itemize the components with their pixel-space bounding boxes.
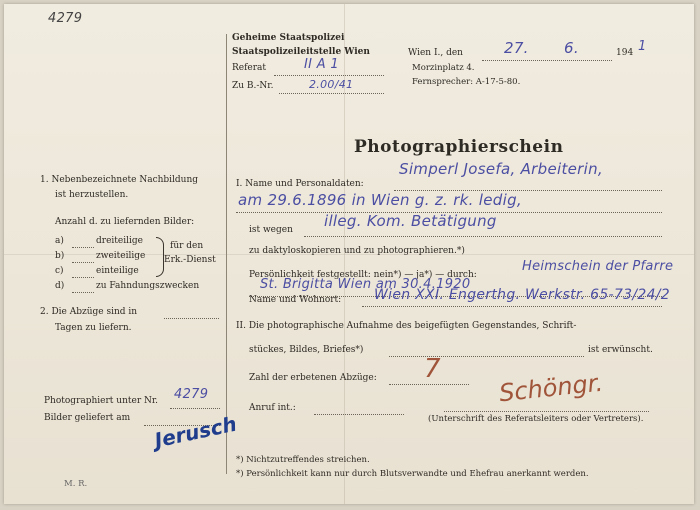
footnote-2: *) Persönlichkeit kann nur durch Blutsverwandte und Ehefrau anerkannt werden.: [236, 469, 589, 479]
agency-line1: Geheime Staatspolizei: [232, 33, 345, 43]
referat-signature: Schöngr.: [497, 368, 605, 408]
option-c-text: einteilige: [96, 266, 139, 276]
s2-end: ist erwünscht.: [588, 345, 653, 355]
option-d-letter: d): [55, 281, 65, 291]
wohnort-value: Wien XXI. Engerthg. Werkstr. 65-73/24/2: [374, 287, 671, 303]
anruf-line: [314, 414, 404, 415]
year-prefix: 194: [616, 48, 634, 58]
person-value-line2: St. Brigitta Wien am 30.4.1920: [260, 277, 471, 292]
option-c-line: [72, 277, 94, 278]
person-label: Persönlichkeit festgestellt: nein*) — ja*) — durch:: [249, 270, 477, 280]
daktylo-text: zu daktyloskopieren und zu photographieren.*): [249, 246, 465, 256]
referat-value: II A 1: [304, 57, 339, 72]
date-line: [482, 60, 612, 61]
item1-line1: 1. Nebenbezeichnete Nachbildung: [40, 175, 199, 185]
address: Morzinplatz 4.: [412, 63, 475, 73]
option-c-letter: c): [55, 266, 64, 276]
photographed-label: Photographiert unter Nr.: [44, 396, 159, 406]
referat-line: [274, 75, 384, 76]
date-day: 27.: [504, 39, 529, 57]
option-b-text: zweiteilige: [96, 251, 146, 261]
referat-label: Referat: [232, 63, 267, 73]
zahl-value: 7: [424, 354, 441, 384]
date-month: 6.: [564, 39, 579, 57]
agency-line2: Staatspolizeileitstelle Wien: [232, 47, 370, 57]
option-b-letter: b): [55, 251, 65, 261]
anzahl-label: Anzahl d. zu liefernden Bilder:: [55, 217, 195, 227]
zu-bnr-value: 2.00/41: [309, 78, 354, 91]
wohnort-label: Name und Wohnort:: [249, 295, 342, 305]
wegen-label: ist wegen: [249, 225, 293, 235]
signature-caption: (Unterschrift des Referatsleiters oder Vertreters).: [428, 414, 644, 424]
s1-value-line2: am 29.6.1896 in Wien g. z. rk. ledig,: [238, 191, 522, 209]
brace-text-line2: Erk.-Dienst: [164, 255, 216, 265]
option-a-line: [72, 247, 94, 248]
brace-text-line1: für den: [170, 241, 204, 251]
delivered-signature: Jerusch: [152, 411, 239, 453]
option-d-text: zu Fahndungszwecken: [96, 281, 200, 291]
s2-line2: stückes, Bildes, Briefes*): [249, 345, 364, 355]
year-suffix: 1: [638, 39, 647, 54]
place-label: Wien I., den: [408, 48, 463, 58]
photographed-line: [170, 408, 220, 409]
zahl-line: [389, 384, 469, 385]
signature-line: [444, 411, 649, 412]
zu-bnr-label: Zu B.-Nr.: [232, 81, 274, 91]
wegen-value: illeg. Kom. Betätigung: [324, 212, 497, 230]
item2-line2: Tagen zu liefern.: [55, 323, 132, 333]
s2-line1: II. Die photographische Aufnahme des beigefügten Gegenstandes, Schrift-: [236, 321, 577, 331]
photographed-value: 4279: [174, 387, 209, 402]
wegen-line: [304, 236, 662, 237]
top-left-number: 4279: [48, 11, 83, 26]
item2-line: [164, 318, 219, 319]
anruf-label: Anruf int.:: [249, 403, 296, 413]
document-page: [4, 4, 694, 504]
brace: [156, 237, 164, 277]
zahl-label: Zahl der erbetenen Abzüge:: [249, 373, 377, 383]
s1-label: I. Name und Personaldaten:: [236, 179, 364, 189]
footnote-1: *) Nichtzutreffendes streichen.: [236, 455, 370, 465]
item1-line2: ist herzustellen.: [55, 190, 129, 200]
initials: M. R.: [64, 479, 88, 489]
zu-bnr-line: [279, 93, 384, 94]
delivered-label: Bilder geliefert am: [44, 413, 131, 423]
s2-line: [389, 356, 584, 357]
wohnort-line: [362, 306, 662, 307]
option-a-letter: a): [55, 236, 64, 246]
person-value-line1: Heimschein der Pfarre: [522, 259, 674, 274]
item2-line1: 2. Die Abzüge sind in: [40, 307, 138, 317]
column-divider: [226, 34, 227, 474]
s1-value-line1: Simperl Josefa, Arbeiterin,: [399, 160, 603, 178]
option-a-text: dreiteilige: [96, 236, 143, 246]
phone: Fernsprecher: A-17-5-80.: [412, 77, 521, 87]
option-b-line: [72, 262, 94, 263]
document-title: Photographierschein: [354, 137, 564, 157]
option-d-line: [72, 292, 94, 293]
